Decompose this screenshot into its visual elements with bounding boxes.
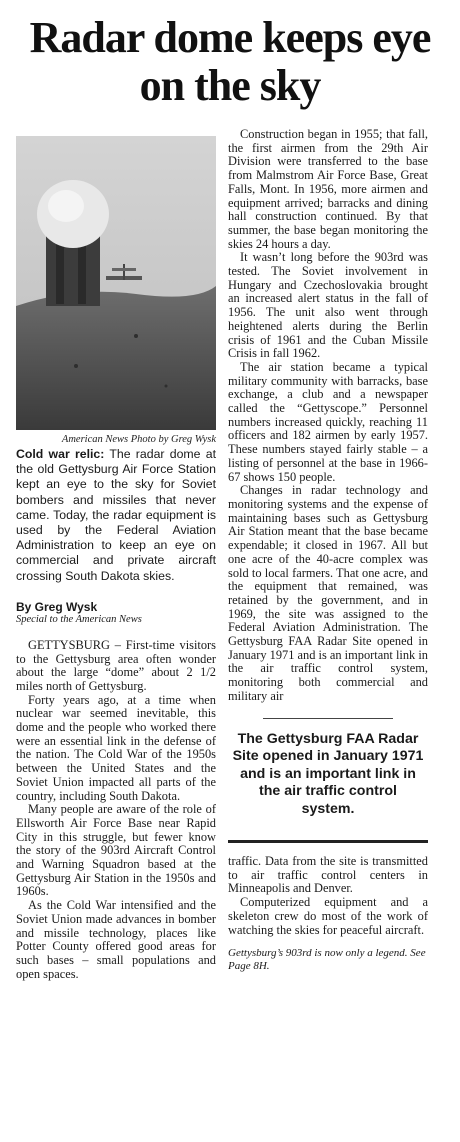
article-paragraph: As the Cold War intensified and the Soviet Union made advances in bomber and missile technology, places like Potter County offered good areas for such bases – small populations and open spaces. (16, 898, 216, 981)
article-paragraph: The air station became a typical military community with barracks, base exchange, a club and a newspaper called the “Gettyscope.” Personnel numbers increased quickly, reaching 11 officers and 182 airmen by early 1957. These numbers stayed fairly stable – a listing of personnel at the base in 1966-67 shows 150 people. (228, 359, 428, 484)
byline-name: By Greg Wysk (16, 599, 98, 614)
article-body-right (228, 128, 428, 704)
page-refer: Gettysburg’s 903rd is now only a legend. See Page 8H. (228, 947, 426, 973)
radar-dome-illustration (16, 136, 216, 430)
article-paragraph: Many people are aware of the role of Ellsworth Air Force Base near Rapid City in this struggle, but fewer know the story of the 903rd Aircraft Control and Warning Squadron based at the Gettysburg Air Station in the 1950s and 1960s. (16, 802, 216, 899)
headline (0, 14, 460, 110)
headline-line-2: on the sky (139, 61, 321, 110)
pullquote-top-rule (263, 718, 393, 719)
pullquote: The Gettysburg FAA Radar Site opened in January 1971 and is an important link in the air traffic control system. (232, 730, 424, 817)
article-paragraph: Forty years ago, at a time when nuclear war seemed inevitable, this dome and the people who worked there were an essential link in the defense of the nation. The Cold War of the 1950s between the United States and the Soviet Union impacted all parts of the country, including South Dakota. (16, 692, 216, 803)
photo-credit: American News Photo by Greg Wysk (61, 434, 216, 445)
article-paragraph: Computerized equipment and a skeleton crew do most of the work of watching the skies for peaceful aircraft. (228, 895, 428, 937)
article-body-left (16, 639, 216, 982)
article-paragraph: GETTYSBURG – First-time visitors to the Gettysburg area often wonder about the large “dome” about 2 1/2 miles north of Gettysburg. (16, 637, 216, 693)
radar-dome-photo (16, 136, 216, 430)
article-paragraph: traffic. Data from the site is transmitted to air traffic control centers in Minneapolis and Denver. (228, 854, 428, 896)
cutline-lead: Cold war relic: (16, 447, 105, 461)
photo-cutline (16, 447, 216, 584)
pullquote-bottom-rule (228, 840, 428, 843)
cutline-text: The radar dome at the old Gettysburg Air Force Station kept an eye to the sky for Soviet bombers and missiles that never came. Today, the radar equipment is used by the Federal Aviation Administration to keep an eye on commercial and private aircraft crossing South Dakota skies. (16, 447, 217, 583)
article-body-continued (228, 855, 428, 937)
left-column (16, 136, 216, 981)
article-paragraph: Changes in radar technology and monitoring systems and the expense of maintaining bases such as Gettysburg Air Station meant that the base became expendable; it closed in 1967. All but one acre of the 40-acre complex was sold to local farmers. That one acre, and the equipment that remained, was retained by the government, and in 1969, the site was assigned to the Federal Aviation Administration. The Gettysburg FAA Radar Site opened in January 1971 and is an important link in the air traffic control system, monitoring both commercial and military air (228, 483, 428, 703)
article-paragraph: Construction began in 1955; that fall, the first airmen from the 29th Air Division were transferred to the base from Malmstrom Air Force Base, Great Falls, Mont. In 1956, more airmen and equipment arrived; barracks and dining hall construction continued. By that summer, the base began monitoring the skies 24 hours a day. (228, 127, 428, 251)
headline-line-1: Radar dome keeps eye (29, 13, 431, 62)
article-paragraph: It wasn’t long before the 903rd was tested. The Soviet involvement in Hungary and Czechoslovakia brought an increased alert status in the fall of 1956. The unit also went through heightened alerts during the Berlin crisis of 1961 and the Cuban Missile Crisis in fall 1962. (228, 250, 428, 361)
byline-affiliation: Special to the American News (16, 613, 142, 625)
byline (16, 600, 216, 625)
right-column (228, 128, 428, 973)
